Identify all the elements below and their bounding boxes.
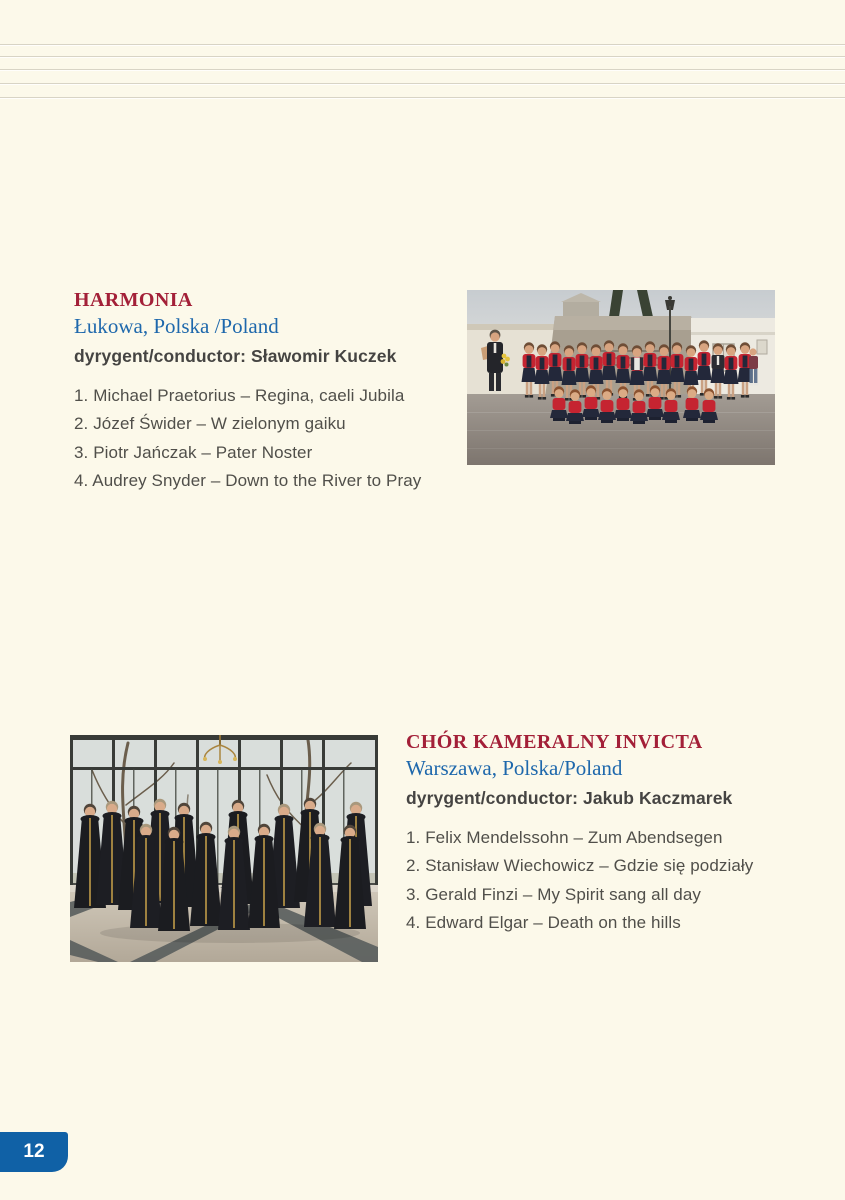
- choir-name: HARMONIA: [74, 289, 193, 311]
- song-item: 4. Audrey Snyder – Down to the River to Pray: [74, 471, 422, 491]
- choir-location: Łukowa, Polska /Poland: [74, 314, 279, 338]
- staff-line: [0, 44, 845, 45]
- song-item: 1. Felix Mendelssohn – Zum Abendsegen: [406, 828, 723, 847]
- choir-photo-harmonia: [467, 290, 775, 465]
- choir-conductor: dyrygent/conductor: Sławomir Kuczek: [74, 346, 397, 366]
- song-item: 4. Edward Elgar – Death on the hills: [406, 913, 681, 933]
- staff-line: [0, 69, 845, 70]
- choir-conductor: dyrygent/conductor: Jakub Kaczmarek: [406, 788, 733, 808]
- choir-name: CHÓR KAMERALNY INVICTA: [406, 731, 703, 753]
- song-list: [406, 824, 806, 938]
- song-item: 3. Piotr Jańczak – Pater Noster: [74, 442, 313, 462]
- staff-line: [0, 97, 845, 98]
- choir-location: Warszawa, Polska/Poland: [406, 756, 623, 780]
- staff-line: [0, 56, 845, 57]
- song-item: 2. Stanisław Wiechowicz – Gdzie się podziały: [406, 856, 754, 876]
- song-item: 1. Michael Praetorius – Regina, caeli Jubila: [74, 386, 405, 405]
- song-item: 3. Gerald Finzi – My Spirit sang all day: [406, 884, 702, 904]
- song-list: [74, 382, 464, 496]
- page-number: 12: [23, 1141, 45, 1162]
- page-number-tab: [0, 1132, 68, 1172]
- song-item: 2. Józef Świder – W zielonym gaiku: [74, 414, 346, 434]
- choir-photo-invicta: [70, 735, 378, 962]
- staff-line: [0, 83, 845, 84]
